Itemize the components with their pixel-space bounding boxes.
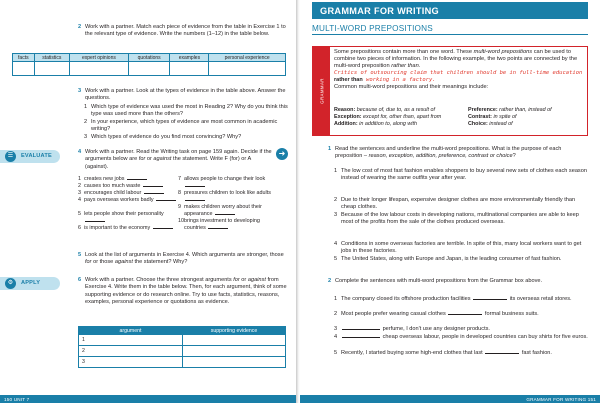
preposition-meanings bbox=[334, 107, 584, 128]
header-statistics: statistics bbox=[34, 54, 69, 62]
cell-statistics[interactable] bbox=[34, 62, 69, 76]
grammar-box bbox=[312, 46, 588, 136]
section-banner bbox=[312, 2, 588, 19]
arrow-right-icon: ➜ bbox=[276, 148, 288, 160]
header-personal-experience: personal experience bbox=[209, 54, 286, 62]
header-facts: facts bbox=[13, 54, 35, 62]
exercise-1: 1 Read the sentences and underline the multi-word prepositions. What is the purpose of each preposition – reason, exception, addition, preference, contrast or choice? bbox=[328, 146, 562, 160]
example-sentence-line-1: Critics of outsourcing claim that children should be in full-time education bbox=[334, 70, 583, 77]
exercise-3: 3 Work with a partner. Look at the types of evidence in the table above. Answer the questions. bbox=[78, 88, 286, 102]
list-item: Addition: in addition to, along with Choice: instead of bbox=[334, 121, 513, 128]
header-examples: examples bbox=[170, 54, 209, 62]
header-expert-opinions: expert opinions bbox=[69, 54, 128, 62]
gap-1[interactable] bbox=[473, 299, 507, 300]
exercise-1-sentence-3: 3 Because of the low labour costs in developing nations, multinational companies are able to keep most of the profits from the sale of the clothes produced overseas. bbox=[334, 212, 579, 226]
evidence-cell-2[interactable] bbox=[183, 346, 286, 357]
left-page-number: 150 UNIT 7 bbox=[4, 396, 30, 402]
list-item: 4 pays overseas workers badly bbox=[78, 197, 180, 211]
grammar-side-label: GRAMMAR bbox=[319, 78, 324, 104]
gap-fill-2: 2 Most people prefer wearing casual clothes formal business suits. bbox=[334, 311, 539, 317]
list-item: 5 lets people show their personality bbox=[78, 211, 180, 225]
left-footer bbox=[0, 395, 296, 403]
exercise-4: 4 Work with a partner. Read the Writing task on page 159 again. Decide if the arguments below are for or against the statement. Write F (for) or A (against). bbox=[78, 149, 272, 170]
right-footer bbox=[300, 395, 600, 403]
exercise-1-sentence-2: 2 Due to their longer lifespan, expensive designer clothes are more environmentally friendly than cheap clothes. bbox=[334, 197, 576, 211]
list-item: 1 creates new jobs bbox=[78, 176, 180, 183]
table-row bbox=[79, 346, 286, 357]
exercise-1-sentence-5: 5 The United States, along with Europe and Japan, is the leading consumer of fast fashion. bbox=[334, 256, 562, 262]
grammar-explanation: Some prepositions contain more than one word. These multi-word prepositions can be used to combine two pieces of information. In the following example, the two points are connected by the multi-word preposition rather than. Critics of outsourcing claim that children should be in full-time education rather than working in a factory. Common multi-word prepositions and their meanings include: bbox=[334, 49, 583, 91]
table-row bbox=[79, 335, 286, 346]
exercise-2-text: Work with a partner. Match each piece of evidence from the table in Exercise 1 to the relevant type of evidence. Write the numbers (1–12) in the table below. bbox=[85, 24, 286, 38]
list-item: Reason: because of, due to, as a result of Preference: rather than, instead of bbox=[334, 107, 552, 113]
exercise-3-text: Work with a partner. Look at the types of evidence in the table above. Answer the questions. bbox=[85, 88, 286, 102]
list-item: 3 encourages child labour bbox=[78, 190, 180, 197]
exercise-3-question-3: 3 Which types of evidence do you find most convincing? Why? bbox=[84, 134, 242, 140]
grammar-list-intro: Common multi-word prepositions and their meanings include: bbox=[334, 84, 489, 91]
exercise-2: 2 Work with a partner. Match each piece of evidence from the table in Exercise 1 to the relevant type of evidence. Write the numbers (1–12) in the table below. bbox=[78, 24, 286, 38]
exercise-5: 5 Look at the list of arguments in Exercise 4. Which arguments are stronger, those for or those against the statement? Why? bbox=[78, 252, 284, 266]
grammar-side-bar bbox=[313, 47, 330, 135]
table-row bbox=[79, 357, 286, 368]
gap-fill-3: 3 perfume, I don't use any designer products. bbox=[334, 326, 490, 332]
section-title: GRAMMAR FOR WRITING bbox=[320, 6, 439, 16]
exercise-3-question-1: 1 Which type of evidence was used the most in Reading 2? Why do you think this type was used more than the others? bbox=[84, 104, 288, 118]
list-item: 8 pressures children to look like adults bbox=[178, 190, 280, 204]
evidence-cell-1[interactable] bbox=[183, 335, 286, 346]
section-subheading: MULTI-WORD PREPOSITIONS bbox=[312, 24, 433, 33]
list-item: 10 brings investment to developing countries bbox=[178, 218, 260, 231]
list-item: 2 causes too much waste bbox=[78, 183, 180, 190]
example-preposition: rather than bbox=[334, 77, 363, 84]
example-sentence-line-2: working in a factory. bbox=[362, 77, 436, 84]
argument-evidence-table bbox=[78, 326, 286, 368]
gap-2[interactable] bbox=[448, 314, 482, 315]
evidence-cell-3[interactable] bbox=[183, 357, 286, 368]
cell-examples[interactable] bbox=[170, 62, 209, 76]
cell-personal-experience[interactable] bbox=[209, 62, 286, 76]
right-page bbox=[300, 0, 600, 403]
gap-5[interactable] bbox=[485, 353, 519, 354]
argument-cell-2[interactable]: 2 bbox=[79, 346, 183, 357]
gap-3[interactable] bbox=[342, 329, 380, 330]
exercise-3-question-2: 2 In your experience, which types of evidence are most common in academic writing? bbox=[84, 119, 278, 133]
evaluate-tab: ☰ EVALUATE bbox=[0, 150, 60, 163]
evidence-type-table bbox=[12, 53, 286, 76]
list-item: 7 allows people to change their look bbox=[178, 176, 280, 190]
list-item: 9 makes children worry about their appearance bbox=[178, 204, 262, 217]
exercise-1-sentence-1: 1 The low cost of most fast fashion enables shoppers to buy several new sets of clothes each season instead of wearing the same outfits year after year. bbox=[334, 168, 587, 182]
header-quotations: quotations bbox=[128, 54, 170, 62]
gap-fill-4: 4 cheap overseas labour, people in developed countries can buy shirts for five euros. bbox=[334, 334, 588, 340]
evaluate-icon: ☰ bbox=[5, 151, 16, 162]
exercise-6: 6 Work with a partner. Choose the three strongest arguments for or against from Exercise 4. Write them in the table below. Then, for each argument, think of some supporting evidence or do research online. Try to use facts, statistics, reasons, examples, personal experience or quotations as evidence. bbox=[78, 277, 287, 306]
cell-expert-opinions[interactable] bbox=[69, 62, 128, 76]
apply-tab: ⚙ APPLY bbox=[0, 277, 60, 290]
argument-cell-1[interactable]: 1 bbox=[79, 335, 183, 346]
gap-fill-1: 1 The company closed its offshore production facilities its overseas retail stores. bbox=[334, 296, 572, 302]
cell-facts[interactable] bbox=[13, 62, 35, 76]
argument-cell-3[interactable]: 3 bbox=[79, 357, 183, 368]
argument-list-column-2 bbox=[178, 176, 280, 232]
exercise-2-right: 2 Complete the sentences with multi-word prepositions from the Grammar box above. bbox=[328, 278, 543, 284]
list-item: 6 is important to the economy bbox=[78, 225, 180, 232]
header-supporting-evidence: supporting evidence bbox=[183, 327, 286, 335]
subheading-rule bbox=[312, 34, 588, 35]
gap-4[interactable] bbox=[342, 337, 380, 338]
exercise-1-sentence-4: 4 Conditions in some overseas factories are terrible. In spite of this, many local workers want to get jobs in these factories. bbox=[334, 241, 582, 255]
apply-icon: ⚙ bbox=[5, 278, 16, 289]
right-page-number: GRAMMAR FOR WRITING 151 bbox=[526, 396, 596, 402]
header-argument: argument bbox=[79, 327, 183, 335]
argument-list-column-1 bbox=[78, 176, 180, 232]
list-item: Exception: except for, other than, apart from Contrast: in spite of bbox=[334, 114, 517, 121]
cell-quotations[interactable] bbox=[128, 62, 170, 76]
gap-fill-5: 5 Recently, I started buying some high-end clothes that last fast fashion. bbox=[334, 350, 552, 356]
left-page bbox=[0, 0, 296, 403]
